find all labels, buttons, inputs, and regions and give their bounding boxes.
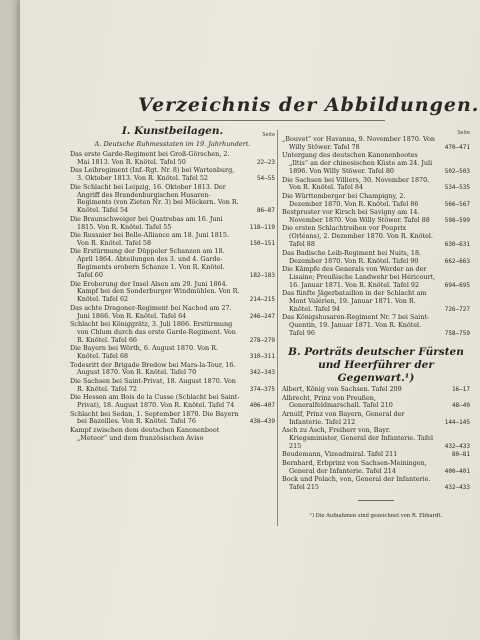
- toc-entry: [70, 321, 275, 345]
- toc-entry: [70, 151, 275, 167]
- toc-entry: [282, 395, 470, 411]
- entry-title: Untergang des deutschen Kanonenbootes „Iltis“ an der chinesischen Küste am 24. Juli 1896. Von Willy Stöwer. Tafel 80: [282, 151, 433, 176]
- toc-entry: [282, 209, 470, 225]
- entry-pages: 400—401: [444, 467, 470, 475]
- entry-title: Schlacht bei Sedan, 1. September 1870. Die Bayern bei Bazeilles. Von R. Knötel. Tafel 76: [70, 409, 239, 426]
- entry-title: Schlacht bei Königgrätz, 3. Juli 1866. Erstürmung von Chlum durch das erste Garde-Regiment. Von R. Knötel. Tafel 66: [70, 320, 236, 344]
- entry-pages: 342—343: [249, 369, 275, 377]
- entry-title: Albrecht, Prinz von Preußen, Generalfeldmarschall. Tafel 210: [282, 393, 393, 410]
- right-entries-list: [282, 136, 470, 338]
- toc-entry: [70, 411, 275, 427]
- entry-title: Die Erstürmung der Düppeler Schanzen am 18. April 1864. Abteilungen des 3. und 4. Garde-Regiments erobern Schanze 1. Von R. Knötel. Tafel 60: [70, 247, 225, 280]
- book-page: [20, 0, 480, 640]
- toc-entry: [282, 476, 470, 492]
- entry-pages: 662—663: [444, 257, 470, 265]
- toc-entry: [70, 167, 275, 183]
- entry-title: Das Königshusaren-Regiment Nr. 7 bei Saint-Quentin, 19. Januar 1871. Von R. Knötel. Tafel 96: [282, 313, 430, 338]
- entry-title: Die Kämpfe des Generals von Werder an der Lisaine; Preußische Landwehr bei Héricourt, 16. Januar 1871. Von R. Knötel. Tafel 92: [282, 265, 436, 289]
- section-1-heading: I. Kunstbeilagen.: [121, 125, 224, 137]
- column-divider: [277, 130, 278, 526]
- seite-label-right: Seite: [457, 130, 470, 136]
- entry-pages: 630—631: [444, 241, 470, 249]
- entry-pages: [241, 442, 275, 443]
- entry-pages: 470—471: [444, 143, 470, 151]
- entry-pages: 144—145: [444, 418, 470, 426]
- title-rule: [155, 120, 385, 121]
- entry-title: Die Württemberger bei Champigny, 2. Dezember 1870. Von R. Knötel. Tafel 86: [282, 191, 419, 208]
- entry-title: Die Russaier bei Belle-Alliance am 18. Juni 1815. Von R. Knötel. Tafel 58: [70, 231, 229, 247]
- entry-pages: 182—183: [249, 272, 275, 280]
- toc-entry: [70, 362, 275, 378]
- entry-title: Bernhard, Erbprinz von Sachsen-Meiningen, General der Infanterie. Tafel 214: [282, 458, 427, 475]
- toc-entry: [70, 281, 275, 305]
- entry-title: Die Bayern bei Wörth, 6. August 1870. Von R. Knötel. Tafel 68: [70, 344, 218, 361]
- toc-entry: [70, 394, 275, 410]
- entry-title: Die Sachsen bei Villiers, 30. November 1870. Von R. Knötel. Tafel 84: [282, 175, 430, 192]
- entry-title: Das Leibregiment (Inf.-Rgt. Nr. 8) bei Wartenburg, 3. Oktober 1813. Von R. Knötel. Tafel 52: [70, 166, 235, 183]
- entry-pages: 438—439: [249, 418, 275, 426]
- toc-entry: [282, 460, 470, 476]
- toc-entry: [70, 305, 275, 321]
- entry-title: Arnulf, Prinz von Bayern, General der Infanterie. Tafel 212: [282, 409, 405, 426]
- entry-title: Die ersten Schlachtreihen vor Pouprix (Orléans), 2. Dezember 1870. Von R. Knötel. Tafel 88: [282, 224, 433, 249]
- entry-pages: 16—17: [451, 386, 470, 394]
- toc-entry: [282, 177, 470, 193]
- toc-entry: [282, 225, 470, 249]
- toc-entry: [282, 290, 470, 314]
- seite-label-left: Seite: [262, 132, 275, 138]
- entry-pages: 54—55: [256, 175, 275, 183]
- entry-pages: 246—247: [249, 312, 275, 320]
- toc-entry: [70, 216, 275, 232]
- entry-title: Das fünfte Jägerbataillon in der Schlacht am Mont Valérien, 19. Januar 1871. Von R. Knötel. Tafel 94: [282, 289, 427, 314]
- entry-title: Die Braunschweiger bei Quatrebas am 16. Juni 1815. Von R. Knötel. Tafel 55: [70, 214, 223, 231]
- entry-title: Kampf zwischen dem deutschen Kanonenboot „Meteor“ und dem französischen Aviso: [70, 425, 220, 442]
- section-2-heading: B. Porträts deutscher Fürsten und Heerführer der Gegenwart.¹): [288, 346, 464, 385]
- left-entries-list: [70, 151, 275, 443]
- toc-entry: [282, 314, 470, 338]
- toc-entry: [70, 345, 275, 361]
- entry-pages: 310—311: [249, 353, 275, 361]
- entry-pages: 694—695: [444, 281, 470, 289]
- entry-pages: 22—23: [256, 158, 275, 166]
- entry-pages: 214—215: [249, 296, 275, 304]
- right-column: [282, 122, 470, 520]
- entry-pages: 432—433: [444, 443, 470, 450]
- section-1-subheading: A. Deutsche Ruhmesstaten im 19. Jahrhundert.: [94, 140, 251, 148]
- entry-pages: 406—407: [249, 402, 275, 410]
- entry-title: Albert, König von Sachsen. Tafel 209: [282, 385, 402, 394]
- toc-entry: [282, 427, 470, 451]
- entry-title: Bock und Polach, von, General der Infanterie. Tafel 215: [282, 475, 431, 492]
- left-column: [70, 122, 275, 443]
- toc-entry: [70, 427, 275, 443]
- toc-entry: [282, 411, 470, 427]
- entry-title: „Bouvet“ vor Havanna, 9. November 1870. Von Willy Stöwer. Tafel 78: [282, 135, 435, 151]
- toc-entry: [70, 232, 275, 248]
- entry-title: Beudemann, Vizeadmiral. Tafel 211: [282, 450, 398, 459]
- toc-entry: [282, 152, 470, 176]
- entry-title: Todesritt der Brigade Bredow bei Mars-la-Tour, 16. August 1870. Von R. Knötel. Tafel 70: [70, 360, 236, 377]
- entry-pages: 150—151: [249, 239, 275, 247]
- entry-title: Asch zu Asch, Freiherr von, Bayr. Kriegsminister, General der Infanterie. Tafel 215: [282, 426, 434, 450]
- entry-pages: 432—433: [444, 484, 470, 492]
- entry-title: Die Eroberung der Insel Alsen am 29. Juni 1864. Kampf bei den Sonderburger Windmühlen. Von R. Knötel. Tafel 62: [70, 279, 240, 304]
- entry-pages: 566—567: [444, 200, 470, 208]
- toc-entry: [282, 193, 470, 209]
- entry-title: Bestpruster vor Kirsch bei Savigny am 14. November 1870. Von Willy Stöwer. Tafel 88: [282, 208, 430, 225]
- entry-pages: 118—119: [249, 223, 275, 231]
- entry-title: Das Badische Leib-Regiment bei Nuits, 18. Dezember 1870. Von R. Knötel. Tafel 90: [282, 248, 422, 265]
- entry-pages: 726—727: [444, 306, 470, 314]
- toc-entry: [282, 250, 470, 266]
- footnote: ¹) Die Aufnahmen sind gezeichnet von R. Ebhardt.: [309, 512, 443, 519]
- entry-pages: 80—81: [451, 451, 470, 459]
- page-title: Verzeichnis der Abbildungen.: [138, 94, 480, 116]
- entry-title: Das erste Garde-Regiment bei Groß-Görschen, 2. Mai 1813. Von R. Knötel. Tafel 50: [70, 150, 230, 166]
- toc-entry: [70, 378, 275, 394]
- entry-pages: 758—759: [444, 330, 470, 338]
- entry-title: Die Schlacht bei Leipzig, 16. Oktober 1813. Der Angriff des Brandenburgischen Husaren-Regiments (von Zieten Nr. 3) bei Möckern. Von R. Knötel. Tafel 54: [70, 182, 239, 215]
- entry-pages: 534—535: [444, 184, 470, 192]
- section-2-entries-list: [282, 386, 470, 492]
- entry-title: Die Sachsen bei Saint-Privat, 18. August 1870. Von R. Knötel. Tafel 72: [70, 376, 236, 393]
- toc-entry: [282, 266, 470, 290]
- toc-entry: [70, 248, 275, 280]
- toc-entry: [70, 184, 275, 216]
- toc-entry: [282, 136, 470, 152]
- entry-pages: 374—375: [249, 385, 275, 393]
- entry-pages: 598—599: [444, 217, 470, 225]
- entry-pages: 502—503: [444, 168, 470, 176]
- entry-pages: 48—49: [451, 402, 470, 410]
- entry-pages: 86—87: [256, 207, 275, 215]
- entry-pages: 278—279: [249, 336, 275, 344]
- footnote-rule: [358, 500, 394, 501]
- toc-entry: [282, 386, 470, 394]
- entry-title: Das achte Dragoner-Regiment bei Nachod am 27. Juni 1866. Von R. Knötel. Tafel 64: [70, 303, 232, 320]
- entry-title: Die Hessen am Bois de la Cusse (Schlacht bei Saint-Privat), 18. August 1870. Von R. Knötel. Tafel 74: [70, 393, 240, 410]
